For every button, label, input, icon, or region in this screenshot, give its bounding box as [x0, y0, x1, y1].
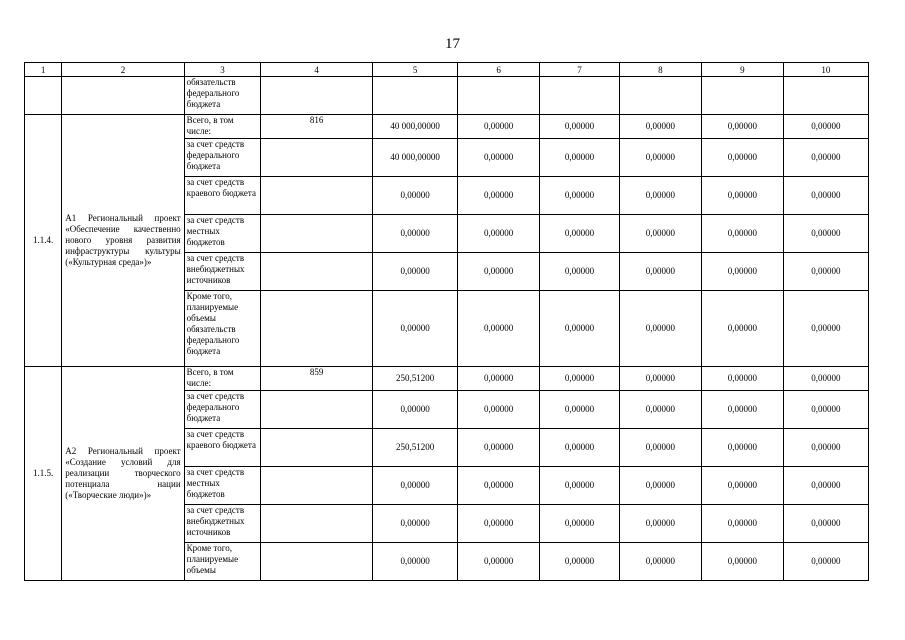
- header-row: [25, 63, 869, 77]
- section-index: 1.1.5.: [25, 367, 62, 581]
- value-cell: 0,00000: [540, 505, 620, 543]
- value-cell: 0,00000: [701, 505, 783, 543]
- header-cell: 9: [701, 63, 783, 77]
- value-cell: 0,00000: [701, 139, 783, 177]
- value-cell: 0,00000: [619, 467, 701, 505]
- source-cell: за счет средств федерального бюджета: [184, 391, 261, 429]
- value-cell: 0,00000: [783, 391, 868, 429]
- table-row: [25, 367, 869, 391]
- header-cell: 3: [184, 63, 261, 77]
- header-cell: 6: [458, 63, 540, 77]
- value-cell: 0,00000: [540, 139, 620, 177]
- value-cell: 40 000,00000: [373, 139, 458, 177]
- value-cell: [458, 77, 540, 115]
- value-cell: 0,00000: [783, 367, 868, 391]
- value-cell: 0,00000: [783, 139, 868, 177]
- value-cell: 0,00000: [783, 115, 868, 139]
- value-cell: 40 000,00000: [373, 115, 458, 139]
- source-cell: Кроме того, планируемые объемы: [184, 543, 261, 581]
- code-cell: [261, 505, 373, 543]
- code-cell: [261, 543, 373, 581]
- value-cell: 0,00000: [540, 291, 620, 367]
- value-cell: 0,00000: [540, 115, 620, 139]
- value-cell: 0,00000: [373, 177, 458, 215]
- section-index: 1.1.4.: [25, 115, 62, 367]
- value-cell: 0,00000: [540, 391, 620, 429]
- value-cell: 0,00000: [540, 215, 620, 253]
- value-cell: 0,00000: [540, 543, 620, 581]
- value-cell: 0,00000: [373, 291, 458, 367]
- code-cell: [261, 467, 373, 505]
- value-cell: [619, 77, 701, 115]
- value-cell: 0,00000: [540, 253, 620, 291]
- value-cell: 0,00000: [619, 505, 701, 543]
- header-cell: 5: [373, 63, 458, 77]
- value-cell: 0,00000: [458, 543, 540, 581]
- code-cell: [261, 177, 373, 215]
- source-cell: за счет средств краевого бюджета: [184, 177, 261, 215]
- code-cell: [261, 77, 373, 115]
- source-cell: обязательств федерального бюджета: [184, 77, 261, 115]
- value-cell: 0,00000: [373, 467, 458, 505]
- value-cell: 0,00000: [619, 367, 701, 391]
- value-cell: [783, 77, 868, 115]
- value-cell: 0,00000: [701, 177, 783, 215]
- value-cell: 0,00000: [619, 543, 701, 581]
- header-cell: 8: [619, 63, 701, 77]
- value-cell: 0,00000: [783, 215, 868, 253]
- value-cell: 250,51200: [373, 429, 458, 467]
- value-cell: 0,00000: [701, 215, 783, 253]
- value-cell: 0,00000: [458, 505, 540, 543]
- value-cell: 0,00000: [783, 177, 868, 215]
- value-cell: 0,00000: [619, 215, 701, 253]
- source-cell: за счет средств внебюджетных источников: [184, 505, 261, 543]
- value-cell: 0,00000: [458, 367, 540, 391]
- value-cell: 0,00000: [458, 115, 540, 139]
- code-cell: [261, 429, 373, 467]
- value-cell: 0,00000: [783, 253, 868, 291]
- value-cell: 0,00000: [373, 391, 458, 429]
- value-cell: 0,00000: [373, 253, 458, 291]
- value-cell: 0,00000: [701, 467, 783, 505]
- value-cell: 0,00000: [458, 215, 540, 253]
- value-cell: 0,00000: [701, 543, 783, 581]
- table-row: [25, 115, 869, 139]
- page-number: 17: [445, 36, 460, 52]
- value-cell: 0,00000: [458, 429, 540, 467]
- value-cell: 0,00000: [619, 115, 701, 139]
- source-cell: Всего, в том числе:: [184, 115, 261, 139]
- source-cell: за счет средств местных бюджетов: [184, 467, 261, 505]
- value-cell: 0,00000: [540, 467, 620, 505]
- header-cell: 1: [25, 63, 62, 77]
- value-cell: 0,00000: [783, 543, 868, 581]
- source-cell: за счет средств внебюджетных источников: [184, 253, 261, 291]
- value-cell: 0,00000: [783, 429, 868, 467]
- value-cell: 0,00000: [619, 139, 701, 177]
- value-cell: 0,00000: [458, 177, 540, 215]
- value-cell: 0,00000: [701, 429, 783, 467]
- value-cell: 0,00000: [701, 253, 783, 291]
- name-cell: [62, 77, 184, 115]
- value-cell: 0,00000: [373, 505, 458, 543]
- value-cell: 0,00000: [540, 429, 620, 467]
- value-cell: 0,00000: [701, 391, 783, 429]
- source-cell: за счет средств местных бюджетов: [184, 215, 261, 253]
- header-cell: 4: [261, 63, 373, 77]
- continuation-row: [25, 77, 869, 115]
- value-cell: 0,00000: [540, 177, 620, 215]
- value-cell: 0,00000: [619, 253, 701, 291]
- value-cell: 250,51200: [373, 367, 458, 391]
- value-cell: 0,00000: [373, 215, 458, 253]
- section-name: А2 Региональный проект «Создание условий для реализации творческого потенциала нации («Творческие люди»)»: [62, 367, 184, 581]
- value-cell: 0,00000: [373, 543, 458, 581]
- value-cell: 0,00000: [701, 291, 783, 367]
- value-cell: 0,00000: [540, 367, 620, 391]
- code-cell: [261, 139, 373, 177]
- header-cell: 10: [783, 63, 868, 77]
- value-cell: 0,00000: [783, 505, 868, 543]
- source-cell: за счет средств федерального бюджета: [184, 139, 261, 177]
- value-cell: 0,00000: [619, 429, 701, 467]
- code-cell: 859: [261, 367, 373, 391]
- header-cell: 7: [540, 63, 620, 77]
- value-cell: [540, 77, 620, 115]
- value-cell: [373, 77, 458, 115]
- value-cell: 0,00000: [619, 391, 701, 429]
- value-cell: 0,00000: [458, 291, 540, 367]
- index-cell: [25, 77, 62, 115]
- value-cell: 0,00000: [701, 367, 783, 391]
- value-cell: 0,00000: [619, 291, 701, 367]
- source-cell: за счет средств краевого бюджета: [184, 429, 261, 467]
- code-cell: [261, 291, 373, 367]
- code-cell: 816: [261, 115, 373, 139]
- code-cell: [261, 253, 373, 291]
- source-cell: Кроме того, планируемые объемы обязательств федерального бюджета: [184, 291, 261, 367]
- value-cell: [701, 77, 783, 115]
- value-cell: 0,00000: [458, 391, 540, 429]
- code-cell: [261, 391, 373, 429]
- value-cell: 0,00000: [458, 253, 540, 291]
- value-cell: 0,00000: [619, 177, 701, 215]
- value-cell: 0,00000: [783, 467, 868, 505]
- code-cell: [261, 215, 373, 253]
- value-cell: 0,00000: [458, 139, 540, 177]
- source-cell: Всего, в том числе:: [184, 367, 261, 391]
- budget-table: [24, 62, 869, 581]
- header-cell: 2: [62, 63, 184, 77]
- value-cell: 0,00000: [458, 467, 540, 505]
- value-cell: 0,00000: [783, 291, 868, 367]
- value-cell: 0,00000: [701, 115, 783, 139]
- section-name: А1 Региональный проект «Обеспечение качественно нового уровня развития инфраструктуры культуры («Культурная среда»)»: [62, 115, 184, 367]
